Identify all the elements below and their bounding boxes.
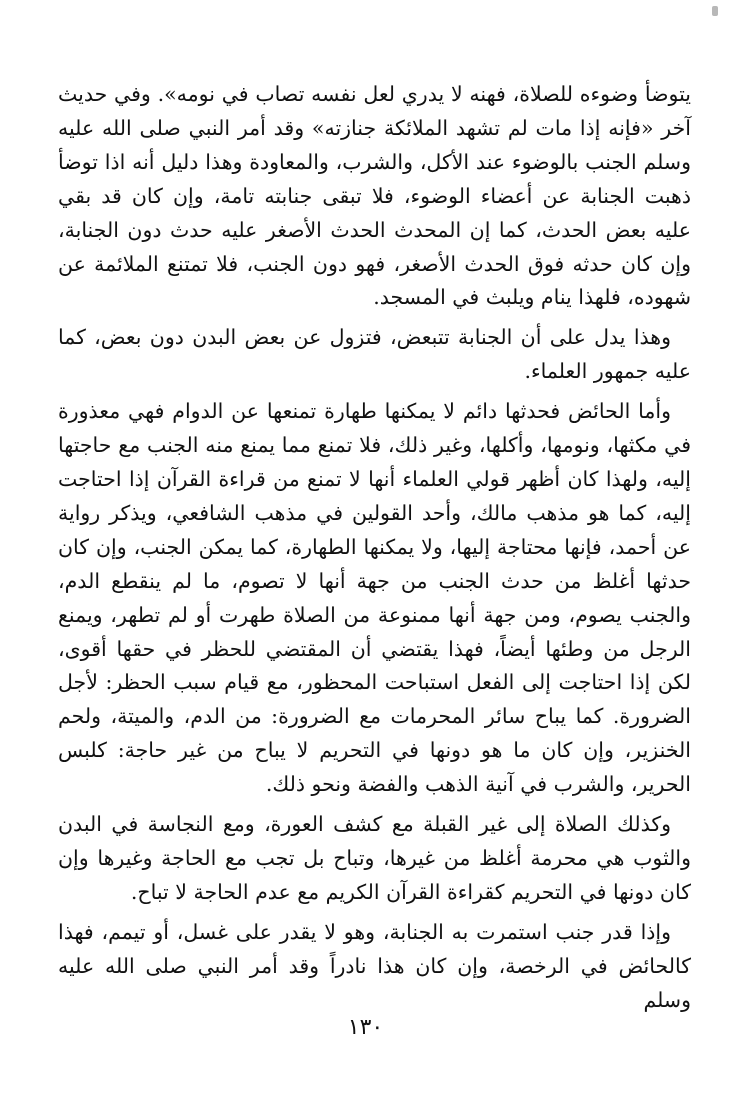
paragraph-3: وأما الحائض فحدثها دائم لا يمكنها طهارة تمنعها عن الدوام فهي معذورة في مكثها، ونومها، وأكلها، وغير ذلك، فلا تمنع مما يمنع منه الجنب مع حاجتها إليه، ولهذا كان أظهر قولي العلماء أنها لا تمنع من قراءة القرآن إذا احتاجت إليه، كما هو مذهب مالك، وأحد القولين في مذهب الشافعي، ويذكر رواية عن أحمد، فإنها محتاجة إليها، ولا يمكنها الطهارة، كما يمكن الجنب، وإن كان حدثها أغلظ من حدث الجنب من جهة أنها لا تصوم، ما لم ينقطع الدم، والجنب يصوم، ومن جهة أنها ممنوعة من الصلاة طهرت أو لم تطهر، ويمنع الرجل من وطئها أيضاً، فهذا يقتضي أن المقتضي للحظر في حقها أقوى، لكن إذا احتاجت إلى الفعل استباحت المحظور، مع قيام سبب الحظر: لأجل الضرورة. كما يباح سائر المحرمات مع الضرورة: من الدم، والميتة، ولحم الخنزير، وإن كان ما هو دونها في التحريم لا يباح من غير حاجة: كلبس الحرير، والشرب في آنية الذهب والفضة ونحو ذلك. — [58, 399, 691, 797]
body-text — [58, 78, 691, 1023]
paragraph-4: وكذلك الصلاة إلى غير القبلة مع كشف العورة، ومع النجاسة في البدن والثوب هي محرمة أغلظ من غيرها، وتباح بل تجب مع الحاجة وغيرها وإن كان دونها في التحريم كقراءة القرآن الكريم مع عدم الحاجة لا تباح. — [58, 812, 691, 904]
paragraph-1: يتوضأ وضوءه للصلاة، فهنه لا يدري لعل نفسه تصاب في نومه». وفي حديث آخر «فإنه إذا مات لم تشهد الملائكة جنازته» وقد أمر النبي صلى الله عليه وسلم الجنب بالوضوء عند الأكل، والشرب، والمعاودة وهذا دليل أنه اذا توضأ ذهبت الجنابة عن أعضاء الوضوء، فلا تبقى جنابته تامة، وإن كان قد بقي عليه بعض الحدث، كما إن المحدث الحدث الأصغر عليه حدث دون الجنابة، وإن كان حدثه فوق الحدث الأصغر، فهو دون الجنب، فلا تمتنع الملائمة عن شهوده، فلهذا ينام ويلبث في المسجد. — [58, 82, 691, 310]
paragraph-2: وهذا يدل على أن الجنابة تتبعض، فتزول عن بعض البدن دون بعض، كما عليه جمهور العلماء. — [58, 325, 691, 384]
corner-mark — [712, 6, 718, 16]
page-number: ١٣٠ — [347, 1015, 384, 1040]
paragraph-5: وإذا قدر جنب استمرت به الجنابة، وهو لا يقدر على غسل، أو تيمم، فهذا كالحائض في الرخصة، وإن كان هذا نادراً وقد أمر النبي صلى الله عليه وسلم — [58, 919, 691, 1012]
